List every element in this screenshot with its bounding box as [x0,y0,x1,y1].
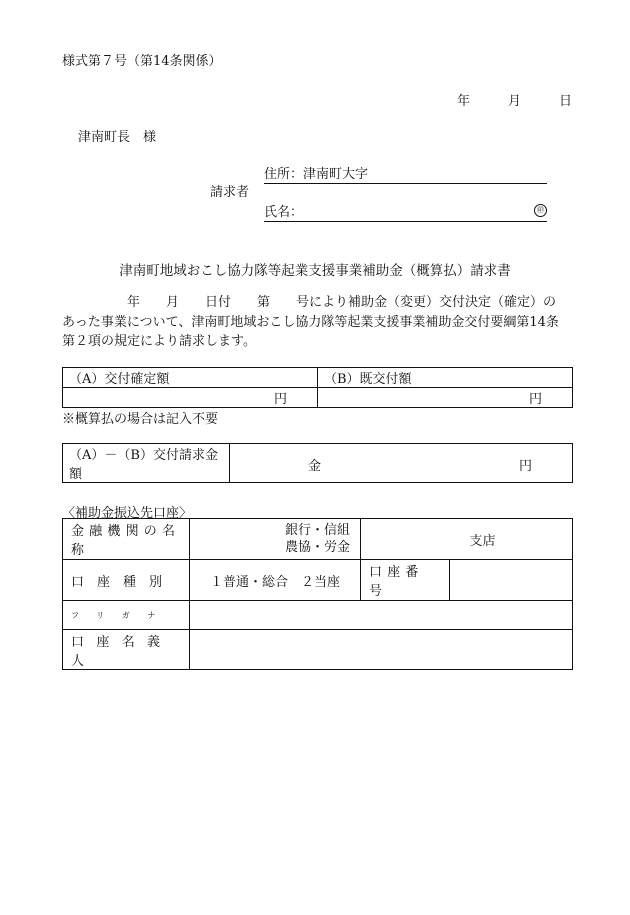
body-line: 第２項の規定により請求します。 [62,334,256,349]
furigana-field[interactable] [190,601,573,630]
confirmed-amount-field[interactable] [63,388,318,408]
name-field[interactable] [264,201,547,222]
account-number-field[interactable] [450,560,573,601]
request-table [62,443,573,483]
name-label: 氏名： [264,205,304,220]
note: ※概算払の場合は記入不要 [62,412,219,427]
bank-section-label: 〈補助金振込先口座〉 [62,506,193,521]
branch-field[interactable] [361,519,573,560]
account-type-field[interactable] [190,560,361,601]
institution-label: 金融機関の名称 [63,519,190,560]
body-line: 年 月 日付 第 号により補助金（変更）交付決定（確定）の [62,295,557,310]
seal-icon: ㊞ [534,204,547,217]
institution-name-field[interactable] [190,519,361,560]
account-holder-label: 口座名義人 [63,630,190,670]
body-line: あった事業について、津南町地域おこし協力隊等起業支援事業補助金交付要綱第14条 [62,314,559,330]
amount-table [62,367,573,408]
address-field[interactable] [264,163,547,184]
date-day: 日 [558,94,572,109]
paid-amount-label: （B）既交付額 [318,368,573,388]
date-month: 月 [507,94,521,109]
account-type-options: １普通・総合 ２当座 [209,574,340,590]
yen-unit: 円 [273,392,287,407]
date-year: 年 [456,94,470,109]
furigana-label: フリガナ [63,601,190,630]
address-label: 住所：津南町大字 [264,167,369,182]
document-title: 津南町地域おこし協力隊等起業支援事業補助金（概算払）請求書 [119,263,511,279]
confirmed-amount-label: （A）交付確定額 [63,368,318,388]
yen-unit: 円 [528,392,542,407]
body-text [62,293,574,352]
kin-label: 金 [308,459,322,474]
addressee: 津南町長 様 [78,130,157,145]
account-type-label: 口 座 種 別 [63,560,190,601]
applicant-label: 請求者 [210,185,250,200]
request-amount-field[interactable] [230,444,573,483]
account-holder-field[interactable] [190,630,573,670]
account-number-label: 口座番号 [361,560,450,601]
bank-types-2: 農協・労金 [284,540,350,555]
branch-label: 支店 [469,533,496,549]
date-line [457,90,572,109]
bank-types-1: 銀行・信組 [284,523,350,538]
form-number: 様式第７号（第14条関係） [62,54,222,69]
bank-table [62,518,573,670]
request-amount-label: （A）－（B）交付請求金額 [63,444,230,483]
yen-unit: 円 [518,459,532,474]
paid-amount-field[interactable] [318,388,573,408]
